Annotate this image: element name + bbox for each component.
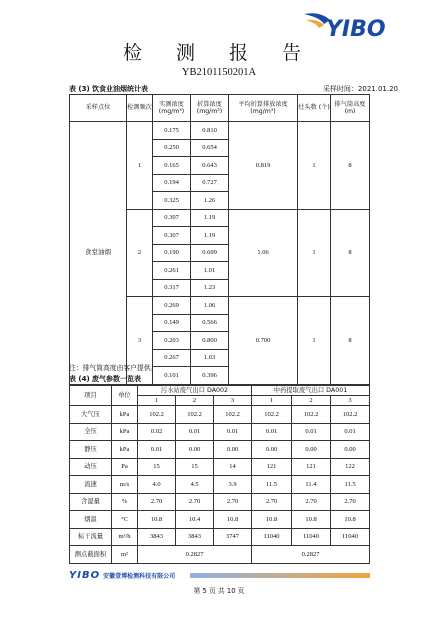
cell-area-da002: 0.2827	[138, 546, 252, 564]
cell-value: 2.70	[176, 493, 214, 511]
table-row	[70, 476, 370, 494]
table4-caption-text: 废气参数一览表	[91, 375, 141, 383]
cell-measured: 0.307	[153, 209, 191, 227]
table-row-area	[70, 546, 370, 564]
th-converted	[191, 95, 229, 122]
footer-company: 安徽壹博检测科技有限公司	[103, 573, 176, 580]
cell-value: 11.4	[292, 476, 331, 494]
cell-heads: 1	[298, 122, 331, 210]
cell-converted: 1.01	[191, 262, 229, 280]
cell-converted: 1.23	[191, 279, 229, 297]
cell-measured: 0.190	[153, 244, 191, 262]
cell-value: 102.2	[331, 406, 370, 424]
cell-measured: 0.250	[153, 139, 191, 157]
cell-height: 8	[331, 297, 370, 385]
cell-measured: 0.325	[153, 192, 191, 210]
table3-caption-text: 饮食业油烟统计表	[91, 85, 148, 93]
cell-item: 流速	[70, 476, 112, 494]
cell-average: 0.819	[229, 122, 298, 210]
table-row	[70, 122, 370, 140]
cell-converted: 0.396	[191, 367, 229, 385]
cell-value: 10.8	[292, 511, 331, 529]
cell-measured: 0.194	[153, 174, 191, 192]
table-row	[70, 511, 370, 529]
cell-value: 0.01	[292, 423, 331, 441]
cell-value: 10.4	[176, 511, 214, 529]
th-average: 平均折算排放浓度 (mg/m³)	[229, 95, 298, 122]
cell-value: 121	[252, 458, 292, 476]
cell-average: 1.06	[229, 209, 298, 297]
cell-heads: 1	[298, 297, 331, 385]
table-row	[70, 458, 370, 476]
th-height: 排气筒高度 (m)	[331, 95, 370, 122]
cell-area-da001: 0.2827	[252, 546, 370, 564]
cell-item: 含湿量	[70, 493, 112, 511]
cell-value: 0.02	[138, 423, 176, 441]
cell-measured: 0.269	[153, 297, 191, 315]
cell-value: 4.0	[138, 476, 176, 494]
table-row	[70, 441, 370, 459]
table4-caption-num: 表 (4)	[69, 375, 90, 383]
cell-converted: 1.26	[191, 192, 229, 210]
th-col-4: 1	[252, 396, 292, 406]
cell-value: 0.01	[331, 423, 370, 441]
cell-measured: 0.175	[153, 122, 191, 140]
table-row	[70, 423, 370, 441]
table4-caption	[69, 374, 141, 384]
th-col-6: 3	[331, 396, 370, 406]
cell-unit: m²	[112, 546, 138, 564]
cell-converted: 1.03	[191, 349, 229, 367]
table3-caption	[69, 84, 148, 94]
cell-item: 全压	[70, 423, 112, 441]
cell-unit: °C	[112, 511, 138, 529]
table-row	[70, 406, 370, 424]
logo-text: YIBO	[326, 17, 386, 42]
report-title: 检 测 报 告	[122, 42, 316, 64]
cell-value: 102.2	[252, 406, 292, 424]
cell-location: 食堂油烟	[70, 122, 127, 385]
th-col-1: 1	[138, 396, 176, 406]
cell-value: 122	[331, 458, 370, 476]
th-measured	[153, 95, 191, 122]
cell-frequency: 2	[127, 209, 153, 297]
cell-value: 102.2	[176, 406, 214, 424]
cell-converted: 1.19	[191, 209, 229, 227]
cell-value: 3747	[214, 528, 252, 546]
footer-bar	[190, 573, 370, 578]
th-location: 采样点位	[70, 95, 127, 122]
th-heads: 灶头数 (个)	[298, 95, 331, 122]
table3-body	[70, 122, 370, 385]
cell-item: 动压	[70, 458, 112, 476]
footer-brand: YIBO	[69, 570, 101, 581]
cell-value: 3843	[138, 528, 176, 546]
th-col-3: 3	[214, 396, 252, 406]
cell-value: 0.00	[252, 441, 292, 459]
cell-converted: 0.727	[191, 174, 229, 192]
table3-note: 注：排气筒高度由客户提供。	[69, 364, 158, 372]
cell-value: 4.5	[176, 476, 214, 494]
th-converted-label: 折算浓度	[197, 100, 222, 108]
th-group-da001: 中药提取废气出口 DA001	[252, 386, 370, 396]
cell-frequency: 3	[127, 297, 153, 385]
cell-measured: 0.203	[153, 332, 191, 350]
cell-unit: kPa	[112, 441, 138, 459]
cell-unit: m³/h	[112, 528, 138, 546]
cell-value: 2.70	[214, 493, 252, 511]
cell-height: 8	[331, 209, 370, 297]
cell-unit: m/s	[112, 476, 138, 494]
cell-item: 静压	[70, 441, 112, 459]
cell-value: 11.5	[331, 476, 370, 494]
table3-caption-num: 表 (3)	[69, 85, 90, 93]
cell-value: 3843	[176, 528, 214, 546]
cell-unit: Pa	[112, 458, 138, 476]
cell-heads: 1	[298, 209, 331, 297]
cell-value: 0.01	[252, 423, 292, 441]
cell-value: 10.8	[214, 511, 252, 529]
cell-value: 11040	[292, 528, 331, 546]
cell-frequency: 1	[127, 122, 153, 210]
th-measured-unit: (mg/m³)	[158, 108, 185, 115]
cell-value: 102.2	[138, 406, 176, 424]
th-measured-label: 实测浓度	[159, 100, 184, 108]
cell-value: 15	[138, 458, 176, 476]
cell-value: 2.70	[331, 493, 370, 511]
cell-value: 0.01	[138, 441, 176, 459]
footer-logo	[69, 570, 175, 582]
page-number: 第 5 页 共 10 页	[193, 587, 245, 595]
cell-converted: 1.19	[191, 227, 229, 245]
cell-value: 102.2	[292, 406, 331, 424]
cell-value: 10.8	[331, 511, 370, 529]
table4-body	[70, 386, 370, 564]
cell-value: 10.8	[252, 511, 292, 529]
cell-unit: %	[112, 493, 138, 511]
cell-converted: 0.810	[191, 122, 229, 140]
cell-item: 测点截面积	[70, 546, 112, 564]
cell-value: 15	[176, 458, 214, 476]
cell-measured: 0.101	[153, 367, 191, 385]
table-row	[70, 493, 370, 511]
table3-oil-fume	[69, 94, 370, 385]
cell-value: 0.00	[331, 441, 370, 459]
cell-converted: 0.699	[191, 244, 229, 262]
cell-item: 烟温	[70, 511, 112, 529]
cell-converted: 0.654	[191, 139, 229, 157]
cell-value: 2.70	[252, 493, 292, 511]
cell-value: 0.00	[214, 441, 252, 459]
th-group-da002: 污水站废气出口 DA002	[138, 386, 252, 396]
report-number: YB2101150201A	[181, 67, 257, 78]
cell-converted: 1.06	[191, 297, 229, 315]
th-frequency: 检测频次	[127, 95, 153, 122]
cell-value: 10.8	[138, 511, 176, 529]
cell-value: 11.5	[252, 476, 292, 494]
cell-height: 8	[331, 122, 370, 210]
cell-value: 102.2	[214, 406, 252, 424]
sample-date: 采样时间：2021.01.20	[322, 85, 398, 93]
cell-value: 0.00	[292, 441, 331, 459]
cell-converted: 0.566	[191, 314, 229, 332]
cell-measured: 0.307	[153, 227, 191, 245]
cell-average: 0.700	[229, 297, 298, 385]
th-col-2: 2	[176, 396, 214, 406]
cell-value: 2.70	[292, 493, 331, 511]
cell-measured: 0.267	[153, 349, 191, 367]
cell-converted: 0.643	[191, 157, 229, 175]
cell-value: 11040	[252, 528, 292, 546]
cell-value: 0.00	[176, 441, 214, 459]
cell-item: 标干流量	[70, 528, 112, 546]
cell-value: 3.9	[214, 476, 252, 494]
cell-measured: 0.165	[153, 157, 191, 175]
cell-value: 11040	[331, 528, 370, 546]
cell-value: 14	[214, 458, 252, 476]
th-converted-unit: (mg/m³)	[196, 108, 223, 115]
cell-value: 0.01	[176, 423, 214, 441]
th-item: 项目	[70, 386, 112, 406]
cell-value: 0.01	[214, 423, 252, 441]
cell-measured: 0.261	[153, 262, 191, 280]
cell-unit: kPa	[112, 406, 138, 424]
th-unit: 单位	[112, 386, 138, 406]
cell-value: 121	[292, 458, 331, 476]
cell-value: 2.70	[138, 493, 176, 511]
cell-measured: 0.317	[153, 279, 191, 297]
cell-converted: 0.800	[191, 332, 229, 350]
table-row	[70, 528, 370, 546]
th-col-5: 2	[292, 396, 331, 406]
cell-measured: 0.149	[153, 314, 191, 332]
cell-unit: kPa	[112, 423, 138, 441]
table4-exhaust-params	[69, 385, 370, 564]
cell-item: 大气压	[70, 406, 112, 424]
